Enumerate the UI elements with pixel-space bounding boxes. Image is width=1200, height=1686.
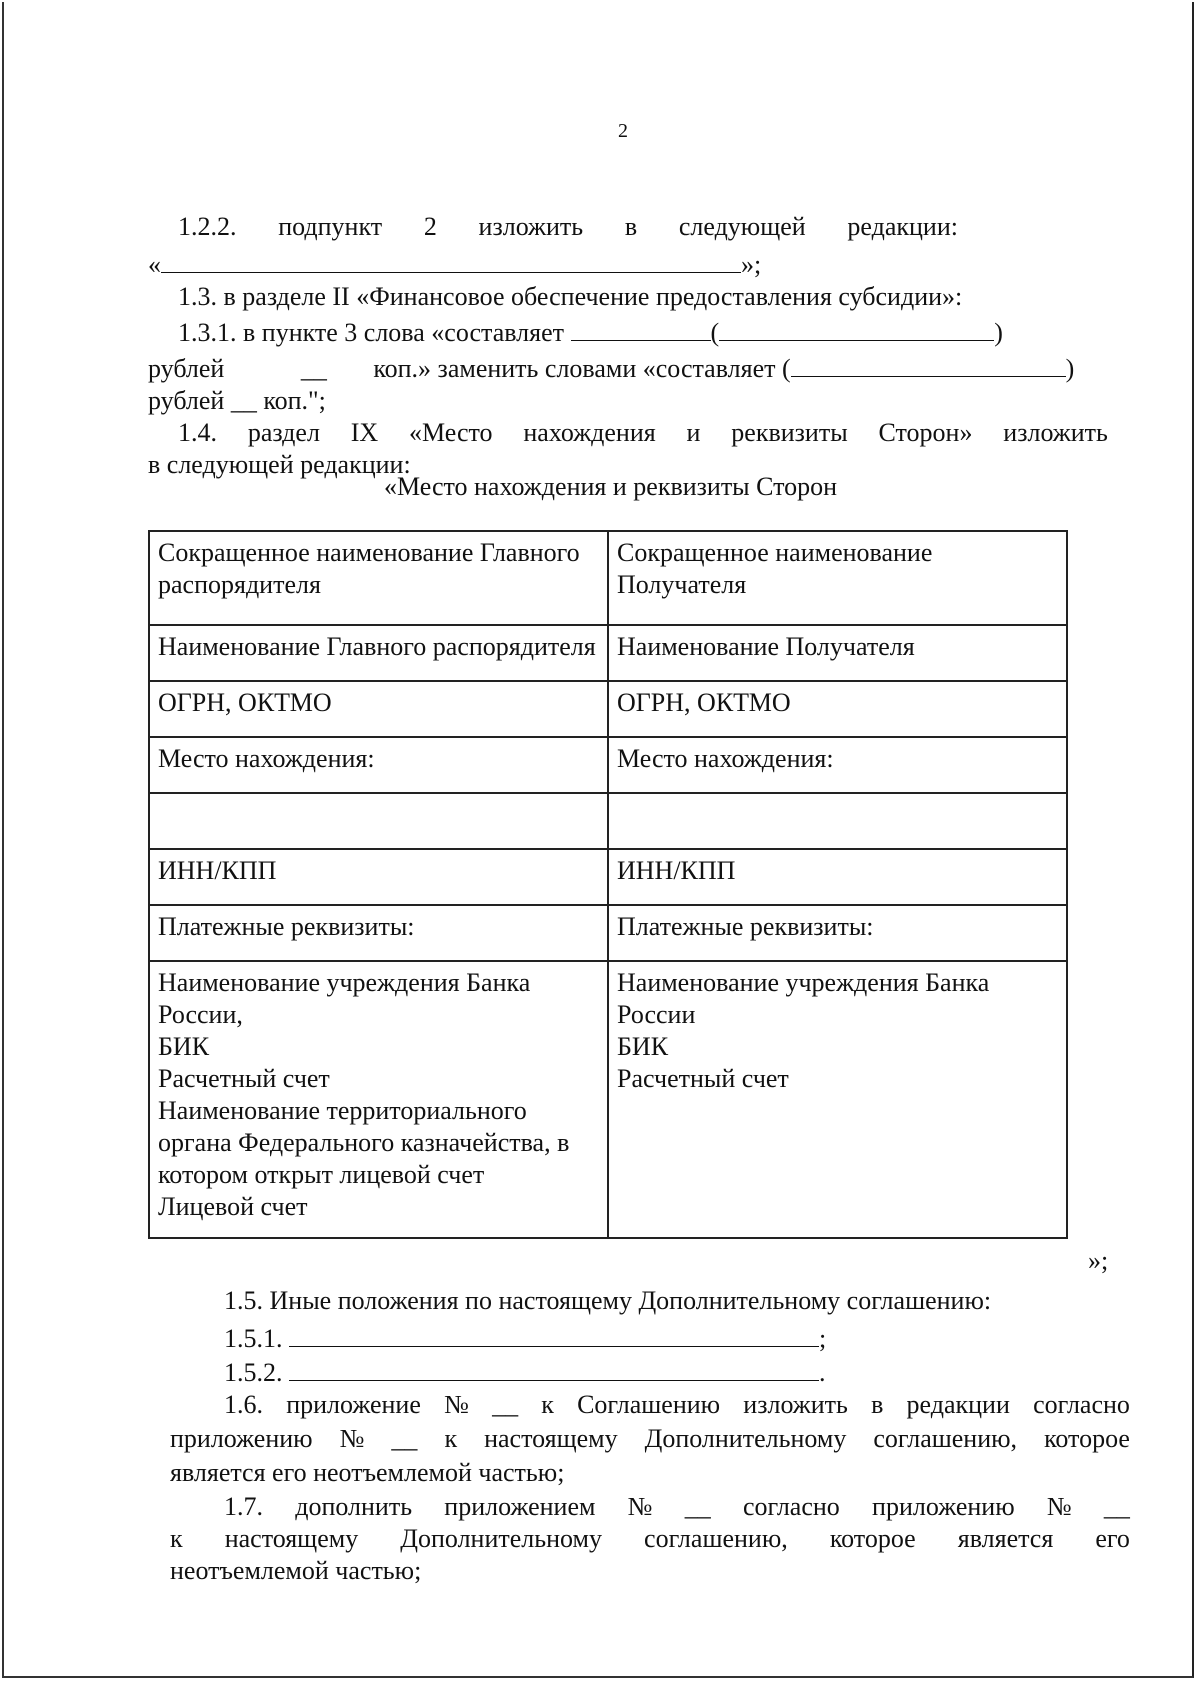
word: которое [829,1524,916,1553]
word: приложение [286,1390,421,1419]
word: редакции: [847,212,958,241]
item-1-7-line3: неотъемлемой частью; [170,1556,422,1585]
word: настоящему [224,1524,359,1553]
paren: ( [710,318,720,347]
word: раздел [247,418,320,447]
fill-blank [161,248,741,273]
fill-blank [289,1356,819,1381]
table-row [149,531,1067,625]
word: следующей [678,212,806,241]
word: к [541,1390,554,1419]
punct: . [819,1358,826,1387]
text: рублей [148,354,225,383]
word: Сторон» [878,418,973,447]
bank-line: Лицевой счет [158,1192,308,1221]
left-short-name: Сокращенное наименование Главного распорядителя [149,531,608,625]
bank-line: Наименование учреждения Банка России [617,968,990,1029]
item-1-4 [178,418,1108,448]
open-quote: « [148,250,161,279]
word: нахождения [523,418,656,447]
word: Дополнительному [644,1424,847,1453]
word: приложению [170,1424,313,1453]
word: изложить [478,212,584,241]
word: изложить [1003,418,1108,447]
bank-line: БИК [158,1032,210,1061]
word: в [871,1390,884,1419]
item-1-2-2 [178,212,958,242]
word: «Место [409,418,493,447]
right-blank-cell [608,793,1067,849]
right-bank-details [608,961,1067,1238]
item-1-4-line2: в следующей редакции: [148,450,411,479]
word: его [1095,1524,1130,1553]
word: является [957,1524,1054,1553]
fill-blank [791,352,1066,377]
word: № [444,1390,469,1419]
item-number: 1.5.2. [224,1358,283,1387]
text: коп.» заменить словами «составляет ( [373,354,791,383]
item-1-6-line3: является его неотъемлемой частью; [170,1458,565,1487]
word: № [627,1492,653,1521]
word: и [686,418,701,447]
left-inn: ИНН/КПП [149,849,608,905]
page-number: 2 [618,120,628,142]
left-blank-cell [149,793,608,849]
word: подпункт [278,212,383,241]
word: соглашению, [644,1524,788,1553]
right-payment: Платежные реквизиты: [608,905,1067,961]
word: __ [1103,1492,1130,1521]
bank-line: Расчетный счет [158,1064,330,1093]
left-ogrn: ОГРН, ОКТМО [149,681,608,737]
word: реквизиты [731,418,848,447]
item-1-3-1 [178,316,1003,348]
word: Дополнительному [400,1524,602,1553]
word: которое [1044,1424,1130,1453]
table-row [149,793,1067,849]
punct: ; [819,1324,827,1353]
bank-line: БИК [617,1032,669,1061]
word: __ [391,1424,418,1453]
item-1-7 [224,1492,1130,1522]
bank-line: Наименование учреждения Банка России, [158,968,531,1029]
section-heading: «Место нахождения и реквизиты Сторон [384,472,838,501]
item-number: 1.5.1. [224,1324,283,1353]
text: 1.3.1. в пункте 3 слова «составляет [178,318,565,347]
item-1-3-1-line2 [148,352,1074,384]
item-1-6 [224,1390,1130,1420]
item-1-5-1 [224,1322,826,1354]
right-ogrn: ОГРН, ОКТМО [608,681,1067,737]
bank-line: Наименование территориального органа Федерального казначейства, в котором открыт лицевой счет [158,1096,570,1189]
item-number: 1.2.2. [178,212,237,241]
word: дополнить [295,1492,413,1521]
word: к [170,1524,183,1553]
right-short-name: Сокращенное наименование Получателя [608,531,1067,625]
word: изложить [743,1390,848,1419]
word: IX [350,418,379,447]
left-name: Наименование Главного распорядителя [149,625,608,681]
item-1-3: 1.3. в разделе II «Финансовое обеспечение предоставления субсидии»: [178,282,963,311]
word: № [1046,1492,1072,1521]
paren: ) [1065,354,1075,383]
paren: ) [994,318,1003,347]
table-row [149,961,1067,1238]
word: приложению [872,1492,1015,1521]
item-1-5: 1.5. Иные положения по настоящему Дополнительному соглашению: [224,1286,992,1315]
item-1-6-line2 [170,1424,1130,1454]
table-row [149,737,1067,793]
right-name: Наименование Получателя [608,625,1067,681]
item-number: 1.4. [178,418,217,447]
word: соглашению, [873,1424,1018,1453]
fill-blank [289,1322,819,1347]
word: Соглашению [577,1390,721,1419]
word: в [624,212,638,241]
word: согласно [742,1492,840,1521]
word: настоящему [484,1424,618,1453]
table-row [149,625,1067,681]
word: __ [684,1492,711,1521]
text: __ [300,354,327,383]
table-close-quote: »; [1088,1246,1109,1275]
word: согласно [1033,1390,1130,1419]
fill-blank [571,316,711,341]
word: 1.7. [224,1492,263,1521]
word: 1.6. [224,1390,263,1419]
item-1-5-2 [224,1356,826,1388]
bank-line: Расчетный счет [617,1064,789,1093]
left-payment: Платежные реквизиты: [149,905,608,961]
left-bank-details [149,961,608,1238]
fill-blank [719,316,994,341]
word: к [444,1424,458,1453]
table-row [149,849,1067,905]
item-1-2-2-blank [148,248,761,280]
table-row [149,681,1067,737]
word: 2 [423,212,437,241]
word: __ [492,1390,519,1419]
word: приложением [444,1492,596,1521]
table-row [149,905,1067,961]
left-location: Место нахождения: [149,737,608,793]
word: № [339,1424,365,1453]
close-quote: »; [741,250,762,279]
right-location: Место нахождения: [608,737,1067,793]
requisites-table [148,530,1068,1239]
right-inn: ИНН/КПП [608,849,1067,905]
word: редакции [906,1390,1010,1419]
item-1-7-line2 [170,1524,1130,1554]
item-1-3-1-line3: рублей __ коп."; [148,386,326,415]
